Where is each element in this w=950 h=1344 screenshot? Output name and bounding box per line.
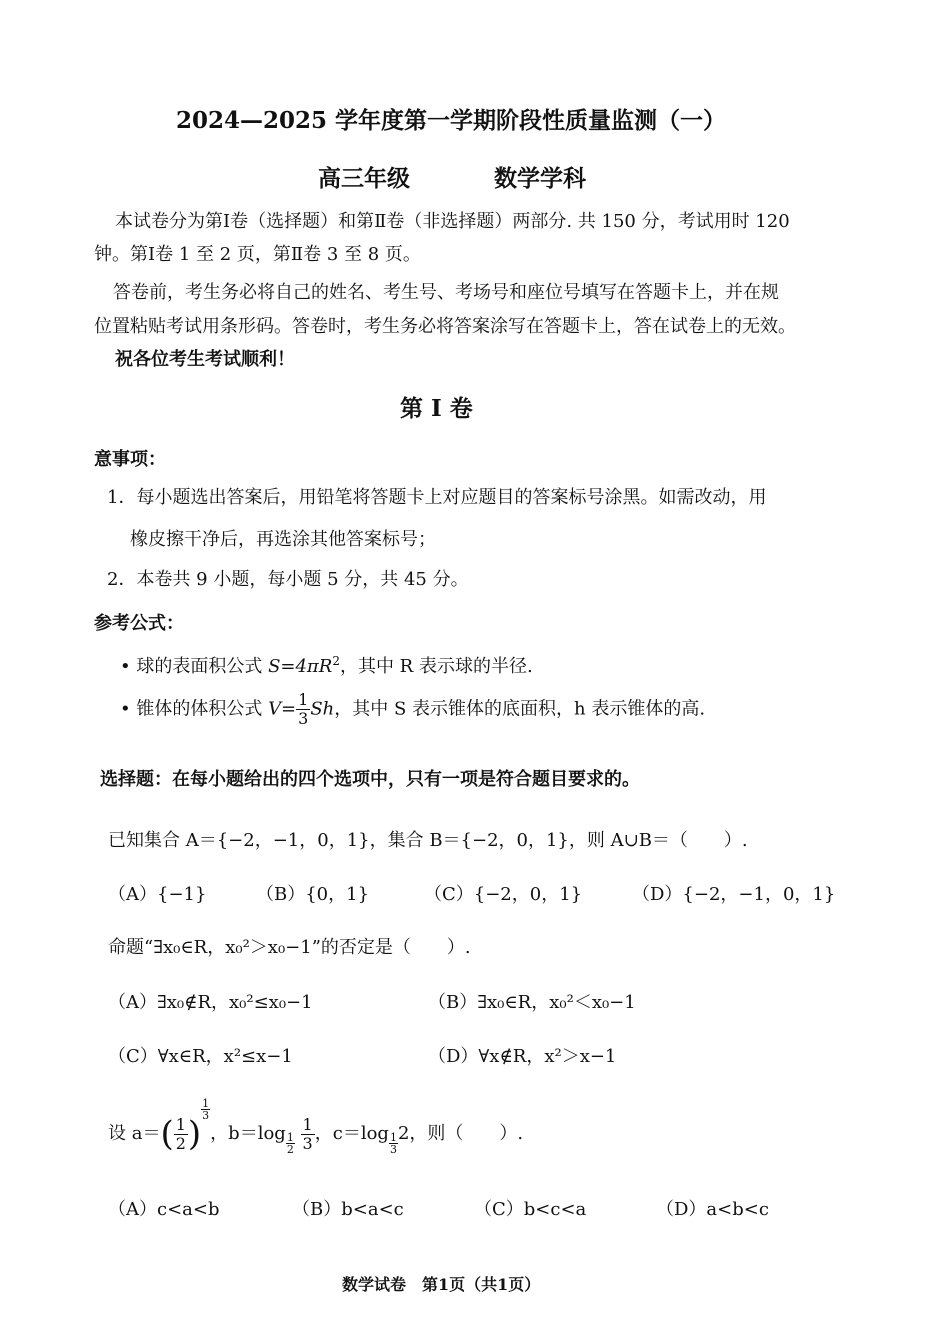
q3-a-exponent (201, 1098, 210, 1121)
formula-cone-v: V= (268, 698, 297, 720)
formula-cone (120, 692, 705, 727)
q1-option-c: （C）{−2，0，1} (424, 884, 583, 905)
q3-b-part: ，b＝log (210, 1123, 286, 1144)
intro-line-3: 答卷前，考生务必将自己的姓名、考生号、考场号和座位号填写在答题卡上，并在规 (113, 282, 779, 303)
formula-cone-prefix: • 锥体的体积公式 (120, 698, 269, 720)
formula-label: 参考公式： (94, 613, 184, 634)
q2-stem: 命题“∃x₀∈R，x₀²＞x₀−1”的否定是（ ）. (108, 937, 471, 958)
q3-option-a: （A）c<a<b (108, 1199, 220, 1220)
formula-sphere-exp: 2 (332, 654, 340, 668)
formula-sphere-prefix: • 球的表面积公式 (120, 656, 269, 677)
q3-option-b: （B）b<a<c (292, 1199, 404, 1220)
intro-line-4: 位置粘贴考试用条形码。答卷时，考生务必将答案涂写在答题卡上，答在试卷上的无效。 (94, 316, 796, 337)
section-heading: 第 Ⅰ 卷 (400, 395, 473, 422)
formula-sphere-suffix: ，其中 R 表示球的半径. (339, 656, 533, 677)
note-2: 2．本卷共 9 小题，每小题 5 分，共 45 分。 (107, 569, 469, 590)
q3-a-exp-num: 1 (202, 1097, 210, 1110)
q3-option-c: （C）b<c<a (474, 1199, 587, 1220)
formula-sphere-expr: S=4πR (268, 656, 333, 677)
q3-b-base (286, 1132, 295, 1155)
q1-option-b: （B）{0，1} (256, 884, 370, 905)
intro-good-luck: 祝各位考生考试顺利！ (115, 349, 295, 370)
q3-a-base-den: 2 (175, 1133, 186, 1153)
q3-a-base (174, 1114, 188, 1153)
q3-c-arg: 2，则（ ）. (397, 1123, 524, 1144)
q3-b-base-den: 2 (286, 1143, 294, 1156)
formula-cone-fraction (296, 692, 310, 727)
q3-c-base (389, 1132, 398, 1155)
q1-option-d: （D）{−2，−1，0，1} (632, 884, 836, 905)
q2-option-b: （B）∃x₀∈R，x₀²＜x₀−1 (428, 992, 636, 1013)
q3-option-d: （D）a<b<c (656, 1199, 769, 1220)
formula-cone-den: 3 (298, 709, 309, 728)
note-1-line-1: 1．每小题选出答案后，用铅笔将答题卡上对应题目的答案标号涂黑。如需改动，用 (107, 487, 767, 508)
q3-a-exp-den: 3 (202, 1109, 210, 1122)
page-footer: 数学试卷 第1页（共1页） (342, 1275, 541, 1294)
q3-b-arg-den: 3 (302, 1133, 313, 1153)
q3-a-base-num: 1 (175, 1114, 186, 1134)
q3-b-arg-num: 1 (302, 1114, 313, 1134)
exam-title: 2024—2025 学年度第一学期阶段性质量监测（一） (176, 107, 727, 134)
q3-b-base-num: 1 (286, 1131, 294, 1144)
q3-c-base-num: 1 (389, 1131, 397, 1144)
q1-option-a: （A）{−1} (108, 884, 207, 905)
exam-subject: 数学学科 (494, 165, 586, 192)
q3-c-base-den: 3 (389, 1143, 397, 1156)
formula-cone-num: 1 (298, 690, 309, 709)
note-1-line-2: 橡皮擦干净后，再选涂其他答案标号； (130, 529, 436, 550)
mc-heading: 选择题：在每小题给出的四个选项中，只有一项是符合题目要求的。 (100, 769, 640, 790)
q2-option-a: （A）∃x₀∉R，x₀²≤x₀−1 (108, 992, 313, 1013)
formula-cone-suffix: ，其中 S 表示锥体的底面积，h 表示锥体的高. (334, 698, 706, 720)
formula-sphere (120, 652, 533, 678)
intro-line-1: 本试卷分为第Ⅰ卷（选择题）和第Ⅱ卷（非选择题）两部分. 共 150 分，考试用时 120 (115, 211, 790, 232)
q2-option-c: （C）∀x∈R，x²≤x−1 (108, 1046, 293, 1067)
q1-stem: 已知集合 A＝{−2，−1，0，1}，集合 B＝{−2，0，1}，则 A∪B＝（ ）. (108, 830, 748, 851)
exam-grade: 高三年级 (318, 165, 410, 192)
formula-cone-sh: Sh (310, 698, 335, 720)
intro-line-2: 钟。第Ⅰ卷 1 至 2 页，第Ⅱ卷 3 至 8 页。 (94, 244, 421, 265)
notes-label: 意事项： (94, 449, 166, 470)
q2-option-d: （D）∀x∉R，x²＞x−1 (428, 1046, 617, 1067)
q3-stem-prefix: 设 a＝ (108, 1123, 161, 1144)
q3-b-arg (301, 1114, 315, 1153)
q3-c-part: ，c＝log (314, 1123, 389, 1144)
q3-stem: 设 a＝( $\frac{1}{2}$ ) $\frac{1}{3}$ ，b＝log $\frac{1}{2}$ $\frac{1}{3}$ ，c＝log $\frac{1}{3}$ 2，则（ ）. (108, 1097, 524, 1156)
